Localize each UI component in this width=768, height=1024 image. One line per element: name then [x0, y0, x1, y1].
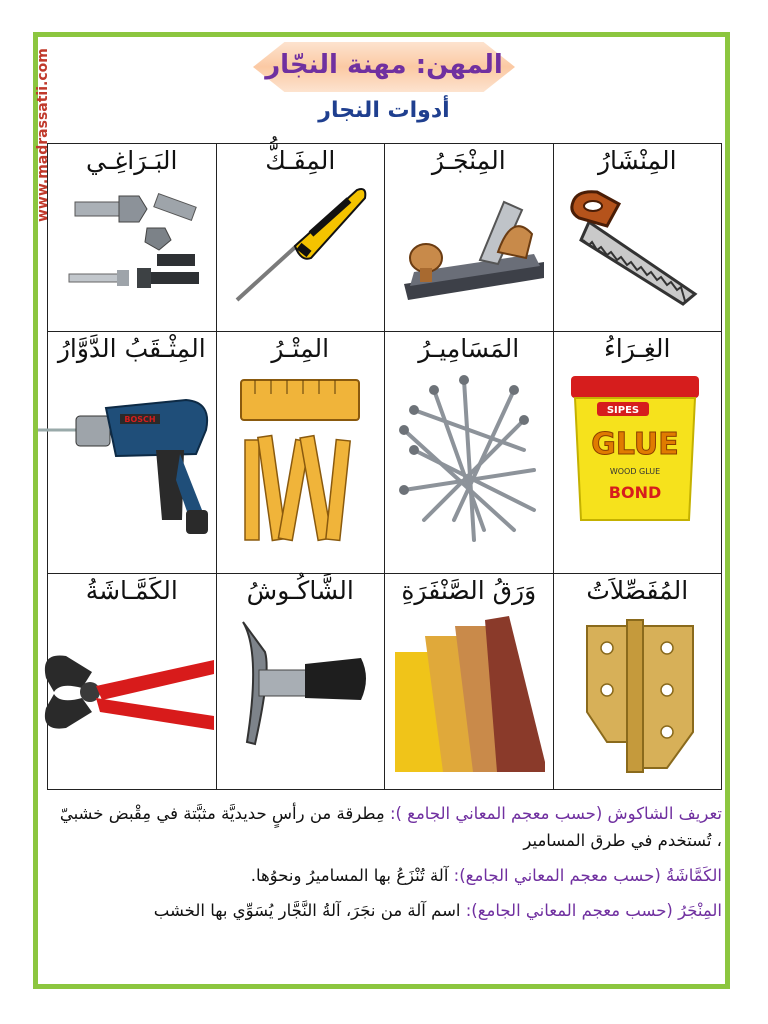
glue-tub-icon: [567, 370, 707, 530]
tool-label: المِتْـرُ: [271, 334, 330, 363]
sandpaper-icon: [389, 612, 549, 777]
tool-cell: [216, 332, 385, 574]
tool-cell: [48, 332, 217, 574]
tool-label: المِثْـقَبُ الدَّوَّارُ: [57, 334, 206, 363]
tool-cell: [48, 574, 217, 790]
tool-label: المِفَـكُّ: [265, 146, 336, 175]
glue-brand: SIPES: [607, 405, 640, 416]
tool-cell: [553, 574, 722, 790]
tool-cell: [553, 144, 722, 332]
tool-label: المُفَصِّلاَتُ: [586, 576, 689, 605]
definition-term: المِنْجَرُ (حسب معجم المعاني الجامع):: [465, 901, 722, 920]
tool-cell: [385, 332, 554, 574]
glue-small-text: WOOD GLUE: [610, 467, 661, 476]
folding-ruler-icon: [235, 370, 365, 550]
tool-label: الشَّاكُـوشُ: [246, 576, 354, 605]
tools-grid: [47, 143, 722, 790]
tool-label: المِنْشَارُ: [597, 146, 677, 175]
definition-text: مِطرقة من رأسٍ حديديَّة مثبَّتة في مِقْبض خشبيّ ، تُستخدم في طرق المسامير: [59, 804, 722, 850]
definition-plane: [50, 897, 722, 924]
hinge-icon: [567, 612, 707, 777]
definition-hammer: [50, 800, 722, 854]
tool-cell: [385, 574, 554, 790]
tool-cell: [553, 332, 722, 574]
drill-brand: BOSCH: [123, 415, 156, 424]
page-title: المهن: مهنة النجّار: [265, 50, 503, 80]
pincers-icon: [36, 612, 216, 772]
tool-label: المِنْجَـرُ: [431, 146, 506, 175]
glue-bond: BOND: [609, 483, 662, 502]
definition-pincers: [50, 862, 722, 889]
tool-cell: [385, 144, 554, 332]
definition-text: آلة تُنْزَعُ بها المساميرُ ونحوُها.: [250, 866, 454, 885]
glue-product: GLUE: [591, 427, 680, 462]
tool-label: البَـرَاغِـي: [86, 146, 178, 175]
saw-icon: [567, 182, 707, 312]
hammer-icon: [225, 612, 375, 772]
tool-label: الكَمَّـاشَةُ: [85, 576, 178, 605]
title-banner: [253, 38, 515, 96]
page-subtitle: أدوات النجار: [318, 98, 450, 123]
tool-label: وَرَقُ الصَّنْفَرَةِ: [401, 576, 537, 605]
tool-label: المَسَامِيـرُ: [418, 334, 520, 363]
tool-cell: [216, 574, 385, 790]
definition-term: الكَمَّاشَةُ (حسب معجم المعاني الجامع):: [453, 866, 722, 885]
tool-label: الغِـرَاءُ: [604, 334, 671, 363]
nails-icon: [394, 370, 544, 550]
definition-text: اسم آلة من نجَرَ، آلةُ النَّجَّار يُسَوِّي بها الخشب: [153, 901, 466, 920]
bolts-icon: [57, 182, 207, 312]
definition-term: تعريف الشاكوش (حسب معجم المعاني الجامع ):: [389, 804, 722, 823]
tool-cell: [48, 144, 217, 332]
definitions: [50, 800, 722, 932]
tool-cell: [216, 144, 385, 332]
screwdriver-icon: [225, 182, 375, 312]
site-watermark: www.madrassatii.com: [35, 48, 51, 222]
hand-plane-icon: [394, 182, 544, 312]
drill-icon: [36, 370, 216, 550]
